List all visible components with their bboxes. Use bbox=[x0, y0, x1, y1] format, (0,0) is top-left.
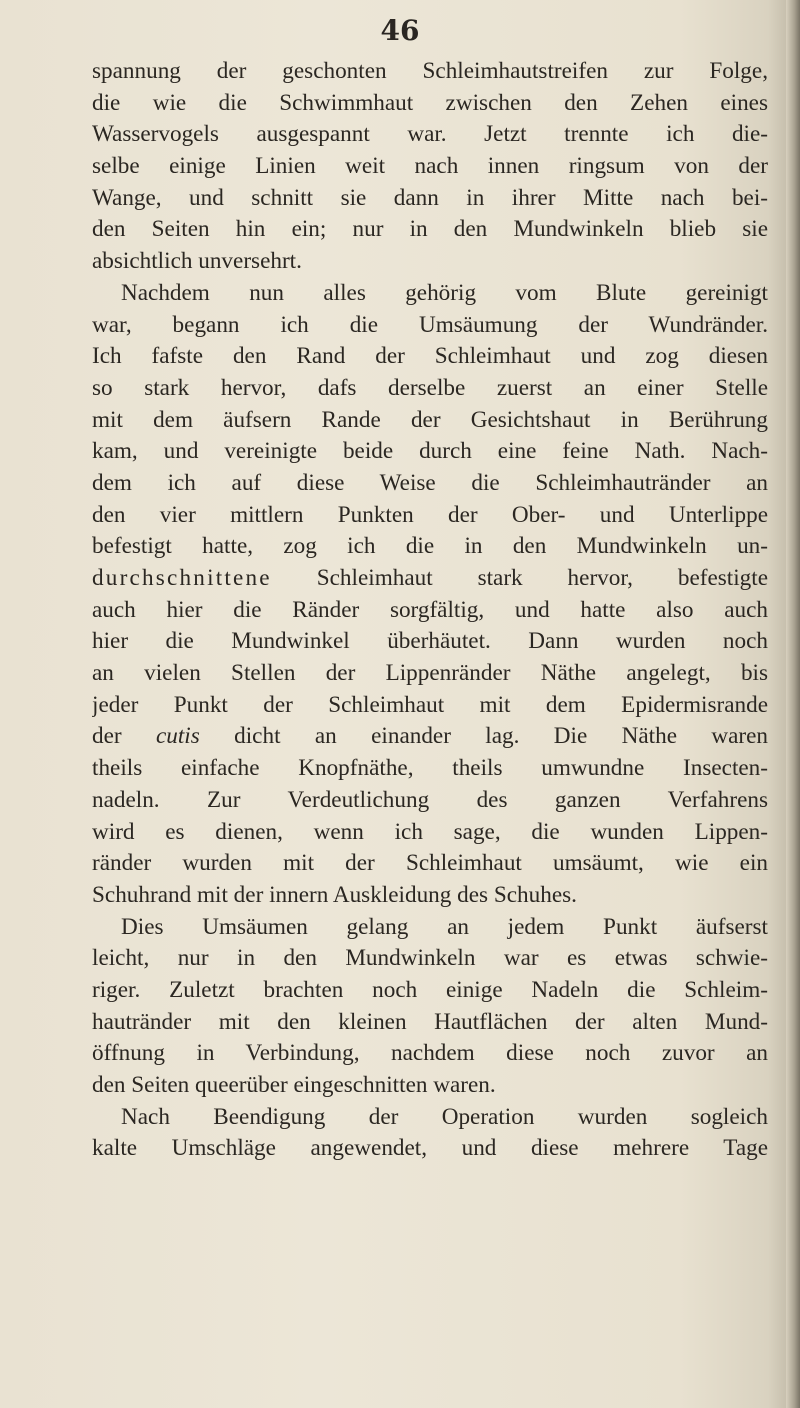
text-line: theils einfache Knopfnäthe, theils umwundne Insecten- bbox=[92, 755, 768, 782]
text-line: dem ich auf diese Weise die Schleimhautränder an bbox=[92, 469, 768, 496]
text-line: Dies Umsäumen gelang an jedem Punkt äufserst bbox=[121, 913, 768, 940]
text-line: kalte Umschläge angewendet, und diese mehrere Tage bbox=[92, 1135, 768, 1162]
text-line: den Seiten queerüber eingeschnitten waren. bbox=[92, 1072, 496, 1098]
text-line: die wie die Schwimmhaut zwischen den Zehen eines bbox=[92, 89, 768, 116]
text-line: auch hier die Ränder sorgfältig, und hatte also auch bbox=[92, 596, 768, 623]
text-line bbox=[92, 563, 768, 595]
italic-term: cutis bbox=[155, 723, 200, 750]
text-line: den Seiten hin ein; nur in den Mundwinkeln blieb sie bbox=[92, 216, 768, 243]
text-line: befestigt hatte, zog ich die in den Mundwinkeln un- bbox=[92, 533, 768, 560]
text-line: den vier mittlern Punkten der Ober- und Unterlippe bbox=[92, 501, 768, 528]
text-line: mit dem äufsern Rande der Gesichtshaut in Berührung bbox=[92, 406, 768, 433]
text-line: öffnung in Verbindung, nachdem diese noch zuvor an bbox=[92, 1040, 768, 1067]
text-line: so stark hervor, dafs derselbe zuerst an einer Stelle bbox=[92, 374, 768, 401]
text-line: absichtlich unversehrt. bbox=[92, 248, 302, 275]
page-edge bbox=[786, 0, 800, 1408]
text-line: Nachdem nun alles gehörig vom Blute gereinigt bbox=[121, 279, 768, 306]
text-line: Ich fafste den Rand der Schleimhaut und zog diesen bbox=[92, 343, 768, 370]
text-line: nadeln. Zur Verdeutlichung des ganzen Verfahrens bbox=[92, 786, 768, 813]
text-line: Nach Beendigung der Operation wurden sogleich bbox=[121, 1103, 768, 1130]
text-line: riger. Zuletzt brachten noch einige Nadeln die Schleim- bbox=[92, 976, 768, 1003]
text-line: Wasservogels ausgespannt war. Jetzt trennte ich die- bbox=[92, 121, 768, 148]
text-line: war, begann ich die Umsäumung der Wundränder. bbox=[92, 311, 768, 338]
line-start: der bbox=[92, 723, 156, 750]
line-rest: Schleimhaut stark hervor, befestigte bbox=[271, 565, 768, 591]
text-line: an vielen Stellen der Lippenränder Näthe angelegt, bis bbox=[92, 660, 768, 687]
text-line: jeder Punkt der Schleimhaut mit dem Epidermisrande bbox=[92, 691, 768, 718]
text-line: hier die Mundwinkel überhäutet. Dann wurden noch bbox=[92, 628, 768, 655]
text-line: kam, und vereinigte beide durch eine feine Nath. Nach- bbox=[92, 438, 768, 465]
line-rest: dicht an einander lag. Die Näthe waren bbox=[199, 723, 768, 750]
spaced-word: durchschnittene bbox=[92, 565, 272, 591]
text-line: leicht, nur in den Mundwinkeln war es etwas schwie- bbox=[92, 945, 768, 972]
text-line bbox=[92, 721, 768, 753]
body-text bbox=[92, 56, 768, 1165]
page-number: 46 bbox=[380, 14, 420, 47]
text-line: Schuhrand mit der innern Auskleidung des Schuhes. bbox=[92, 881, 577, 908]
text-line: selbe einige Linien weit nach innen ringsum von der bbox=[92, 153, 768, 180]
text-line: spannung der geschonten Schleimhautstreifen zur Folge, bbox=[92, 58, 768, 84]
text-line: wird es dienen, wenn ich sage, die wunden Lippen- bbox=[92, 818, 768, 845]
text-line: Wange, und schnitt sie dann in ihrer Mitte nach bei- bbox=[92, 184, 768, 211]
text-line: ränder wurden mit der Schleimhaut umsäumt, wie ein bbox=[92, 850, 768, 877]
text-line: hautränder mit den kleinen Hautflächen der alten Mund- bbox=[92, 1008, 768, 1035]
